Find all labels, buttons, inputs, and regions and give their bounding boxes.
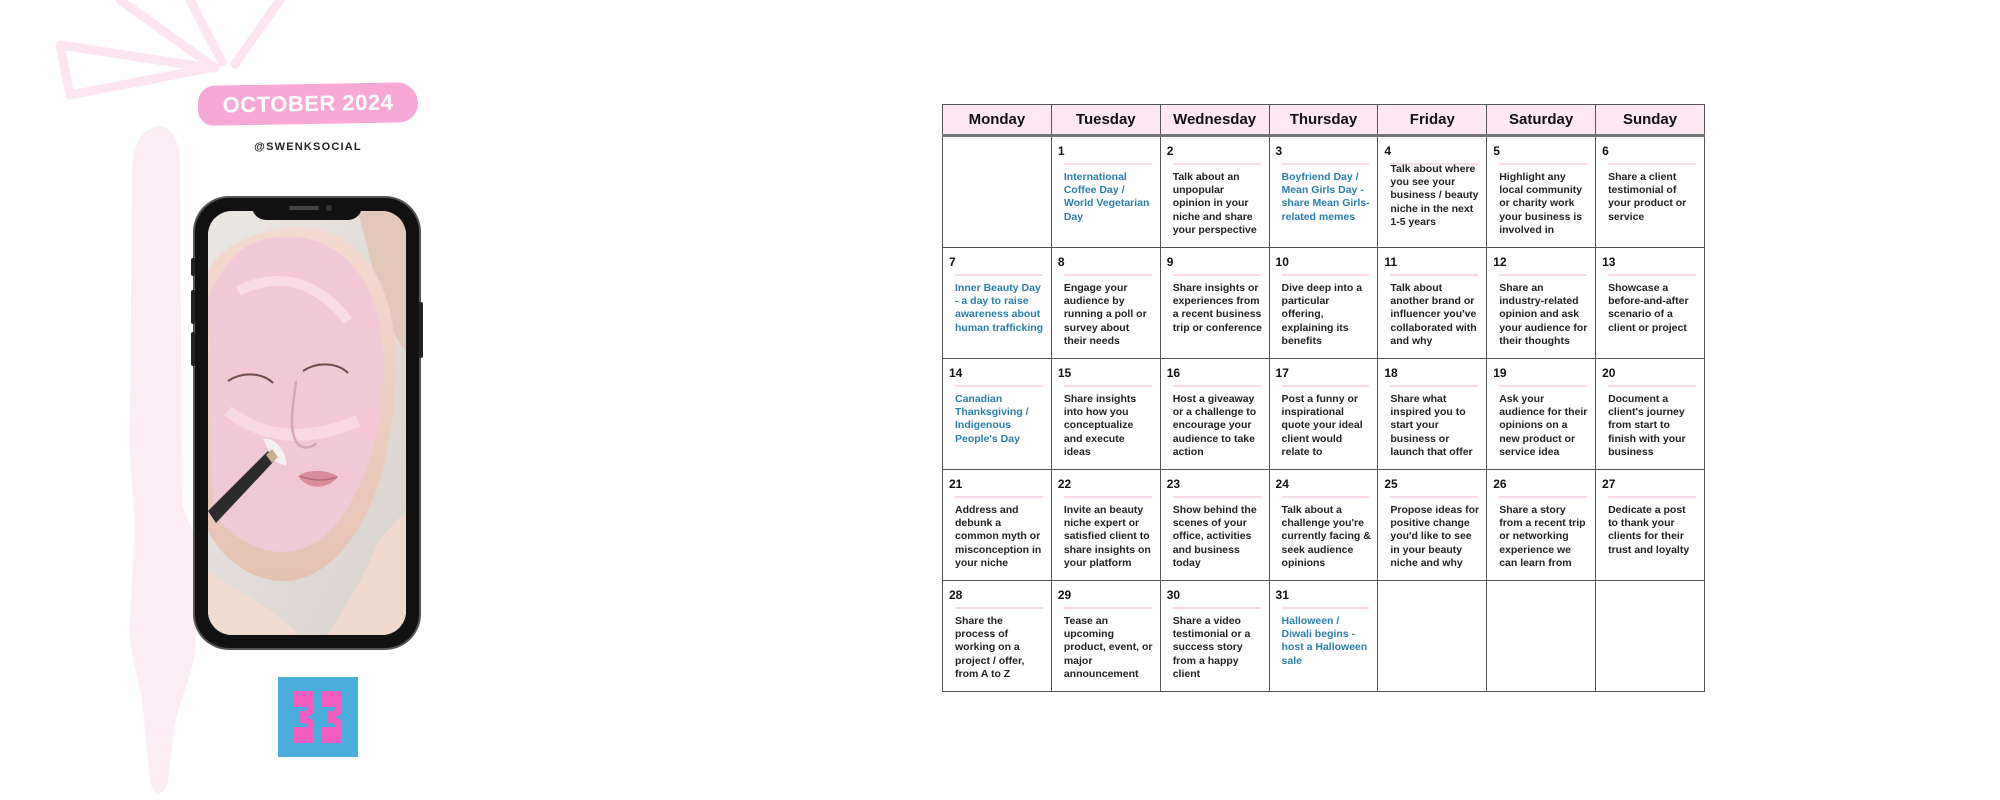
day-number: 13 [1602, 255, 1616, 269]
weekday-header: Wednesday [1160, 105, 1269, 136]
weekday-header: Monday [943, 105, 1052, 136]
calendar-day-cell [1051, 470, 1160, 581]
day-number: 2 [1166, 144, 1174, 158]
content-idea-note: Talk about an unpopular opinion in your niche and share your perspective [1172, 171, 1257, 236]
calendar-day-cell [943, 470, 1052, 581]
holiday-note: Boyfriend Day / Mean Girls Day - share Mean Girls-related memes [1281, 171, 1370, 223]
content-idea-note: Share what inspired you to start your business or launch that offer [1390, 393, 1473, 458]
content-idea-note: Tease an upcoming product, event, or major announcement [1063, 615, 1153, 680]
day-divider [1390, 274, 1478, 276]
day-number: 30 [1166, 588, 1181, 602]
calendar-day-cell [1051, 359, 1160, 470]
day-number: 14 [949, 366, 963, 380]
calendar-day-cell [1160, 248, 1269, 359]
day-number: 22 [1057, 477, 1072, 491]
calendar-day-cell [1051, 136, 1160, 248]
day-divider [1499, 163, 1587, 165]
day-divider [1064, 385, 1152, 387]
day-number: 20 [1602, 366, 1616, 380]
day-divider [1173, 163, 1261, 165]
content-idea-note: Share a video testimonial or a success story from a happy client [1172, 615, 1251, 680]
day-divider [955, 496, 1043, 498]
weekday-header: Tuesday [1051, 105, 1160, 136]
content-idea-note: Talk about a challenge you're currently facing & seek audience opinions [1281, 504, 1371, 569]
content-idea-note: Talk about another brand or influencer you've collaborated with and why [1390, 282, 1477, 347]
day-divider [1173, 385, 1261, 387]
day-divider [1608, 496, 1696, 498]
day-number: 28 [949, 588, 963, 602]
content-idea-note: Showcase a before-and-after scenario of a client or project [1608, 282, 1689, 334]
calendar-empty-cell [943, 136, 1052, 248]
weekday-header: Sunday [1596, 105, 1705, 136]
day-divider [1064, 274, 1152, 276]
calendar-day-cell [1378, 136, 1487, 248]
content-idea-note: Share an industry-related opinion and ask your audience for their thoughts [1499, 282, 1588, 347]
day-divider [1282, 385, 1370, 387]
day-divider [1282, 607, 1370, 609]
phone-side-button [191, 258, 195, 276]
content-idea-note: Document a client's journey from start to finish with your business [1608, 393, 1686, 458]
day-divider [1064, 496, 1152, 498]
calendar-empty-cell [1596, 581, 1705, 692]
day-divider [1064, 607, 1152, 609]
calendar-week-row [943, 581, 1705, 692]
phone-power-button [419, 302, 423, 358]
left-panel [0, 0, 520, 794]
day-number: 31 [1275, 588, 1289, 602]
day-number: 27 [1602, 477, 1616, 491]
quote-glyph-icon [288, 687, 348, 747]
content-idea-note: Propose ideas for positive change you'd like to see in your beauty niche and why [1390, 504, 1480, 569]
day-divider [955, 274, 1043, 276]
content-idea-note: Share a client testimonial of your product or service [1608, 171, 1687, 223]
calendar-day-cell [1269, 359, 1378, 470]
calendar-day-cell [1596, 359, 1705, 470]
calendar-day-cell [943, 581, 1052, 692]
content-idea-note: Talk about where you see your business / beauty niche in the next 1-5 years [1390, 163, 1479, 228]
calendar-day-cell [1160, 581, 1269, 692]
calendar-empty-cell [1487, 581, 1596, 692]
day-divider [955, 607, 1043, 609]
calendar-day-cell [1269, 248, 1378, 359]
calendar-empty-cell [1378, 581, 1487, 692]
day-divider [1608, 163, 1696, 165]
day-divider [1064, 163, 1152, 165]
day-number: 9 [1166, 255, 1174, 269]
day-divider [1390, 496, 1478, 498]
day-number: 3 [1275, 144, 1283, 158]
calendar-day-cell [1378, 248, 1487, 359]
content-idea-note: Dive deep into a particular offering, explaining its benefits [1281, 282, 1363, 347]
content-idea-note: Host a giveaway or a challenge to encourage your audience to take action [1172, 393, 1257, 458]
day-number: 19 [1493, 366, 1507, 380]
calendar-day-cell [1269, 581, 1378, 692]
weekday-header: Saturday [1487, 105, 1596, 136]
day-number: 7 [949, 255, 956, 269]
day-number: 11 [1384, 255, 1398, 269]
holiday-note: Halloween / Diwali begins - host a Halloween sale [1281, 615, 1368, 667]
day-number: 29 [1057, 588, 1072, 602]
calendar-week-row [943, 136, 1705, 248]
social-handle: @SWENKSOCIAL [254, 141, 362, 153]
holiday-note: International Coffee Day / World Vegetarian Day [1063, 171, 1150, 223]
calendar-day-cell [1051, 248, 1160, 359]
day-divider [1499, 496, 1587, 498]
day-divider [1282, 163, 1370, 165]
day-divider [1173, 496, 1261, 498]
phone-speaker [289, 206, 319, 210]
content-idea-note: Address and debunk a common myth or misconception in your niche [955, 504, 1042, 569]
day-divider [1173, 607, 1261, 609]
phone-camera [326, 205, 332, 211]
day-number: 16 [1166, 366, 1181, 380]
content-idea-note: Share a story from a recent trip or networking experience we can learn from [1499, 504, 1586, 569]
holiday-note: Inner Beauty Day - a day to raise awareness about human trafficking [955, 282, 1044, 334]
content-idea-note: Engage your audience by running a poll or survey about their needs [1063, 282, 1147, 347]
weekday-header: Friday [1378, 105, 1487, 136]
calendar-day-cell [1378, 359, 1487, 470]
weekday-header-row [943, 105, 1705, 136]
day-number: 4 [1384, 144, 1392, 158]
content-idea-note: Dedicate a post to thank your clients for their trust and loyalty [1608, 504, 1690, 556]
day-divider [1608, 274, 1696, 276]
content-idea-note: Show behind the scenes of your office, activities and business today [1172, 504, 1257, 569]
calendar-day-cell [1487, 136, 1596, 248]
calendar-week-row [943, 359, 1705, 470]
calendar-day-cell [1596, 136, 1705, 248]
content-idea-note: Post a funny or inspirational quote your ideal client would relate to [1281, 393, 1363, 458]
phone-notch [252, 198, 362, 220]
calendar-day-cell [1160, 136, 1269, 248]
content-idea-note: Share the process of working on a project / offer, from A to Z [955, 615, 1025, 680]
content-idea-note: Share insights into how you conceptualize and execute ideas [1063, 393, 1137, 458]
content-calendar-grid [942, 104, 1705, 692]
day-number: 23 [1166, 477, 1181, 491]
facial-mask-photo [208, 211, 406, 635]
calendar-day-cell [1160, 359, 1269, 470]
day-number: 25 [1384, 477, 1398, 491]
day-divider [1282, 274, 1370, 276]
day-number: 18 [1384, 366, 1398, 380]
day-number: 12 [1493, 255, 1507, 269]
calendar-week-row [943, 470, 1705, 581]
calendar-day-cell [1487, 470, 1596, 581]
calendar-day-cell [1269, 470, 1378, 581]
day-divider [1173, 274, 1261, 276]
calendar-day-cell [943, 248, 1052, 359]
content-idea-note: Ask your audience for their opinions on a new product or service idea [1499, 393, 1588, 458]
day-number: 1 [1057, 144, 1065, 158]
quote-mark-icon [278, 677, 358, 757]
content-idea-note: Highlight any local community or charity work your business is involved in [1499, 171, 1583, 236]
day-number: 15 [1057, 366, 1072, 380]
phone-screen-photo [208, 211, 406, 635]
holiday-note: Canadian Thanksgiving / Indigenous People's Day [955, 393, 1029, 445]
day-number: 8 [1057, 255, 1065, 269]
day-divider [955, 385, 1043, 387]
day-number: 24 [1275, 477, 1289, 491]
day-number: 21 [949, 477, 963, 491]
weekday-header: Thursday [1269, 105, 1378, 136]
phone-volume-up-button [191, 290, 195, 324]
phone-mockup-icon [195, 198, 419, 648]
day-divider [1390, 385, 1478, 387]
day-number: 5 [1493, 144, 1500, 158]
calendar-day-cell [1378, 470, 1487, 581]
day-number: 17 [1275, 366, 1289, 380]
day-divider [1499, 385, 1587, 387]
content-idea-note: Share insights or experiences from a recent business trip or conference [1172, 282, 1262, 334]
calendar-week-row [943, 248, 1705, 359]
phone-volume-down-button [191, 332, 195, 366]
calendar-day-cell [1160, 470, 1269, 581]
day-number: 10 [1275, 255, 1289, 269]
calendar-day-cell [943, 359, 1052, 470]
day-number: 26 [1493, 477, 1507, 491]
calendar-day-cell [1487, 359, 1596, 470]
day-divider [1499, 274, 1587, 276]
day-divider [1282, 496, 1370, 498]
content-idea-note: Invite an beauty niche expert or satisfied client to share insights on your platform [1063, 504, 1151, 569]
day-divider [1608, 385, 1696, 387]
calendar-day-cell [1596, 248, 1705, 359]
calendar-day-cell [1487, 248, 1596, 359]
calendar-day-cell [1596, 470, 1705, 581]
day-number: 6 [1602, 144, 1609, 158]
calendar-day-cell [1051, 581, 1160, 692]
month-title-banner: OCTOBER 2024 [198, 82, 419, 126]
calendar-day-cell [1269, 136, 1378, 248]
